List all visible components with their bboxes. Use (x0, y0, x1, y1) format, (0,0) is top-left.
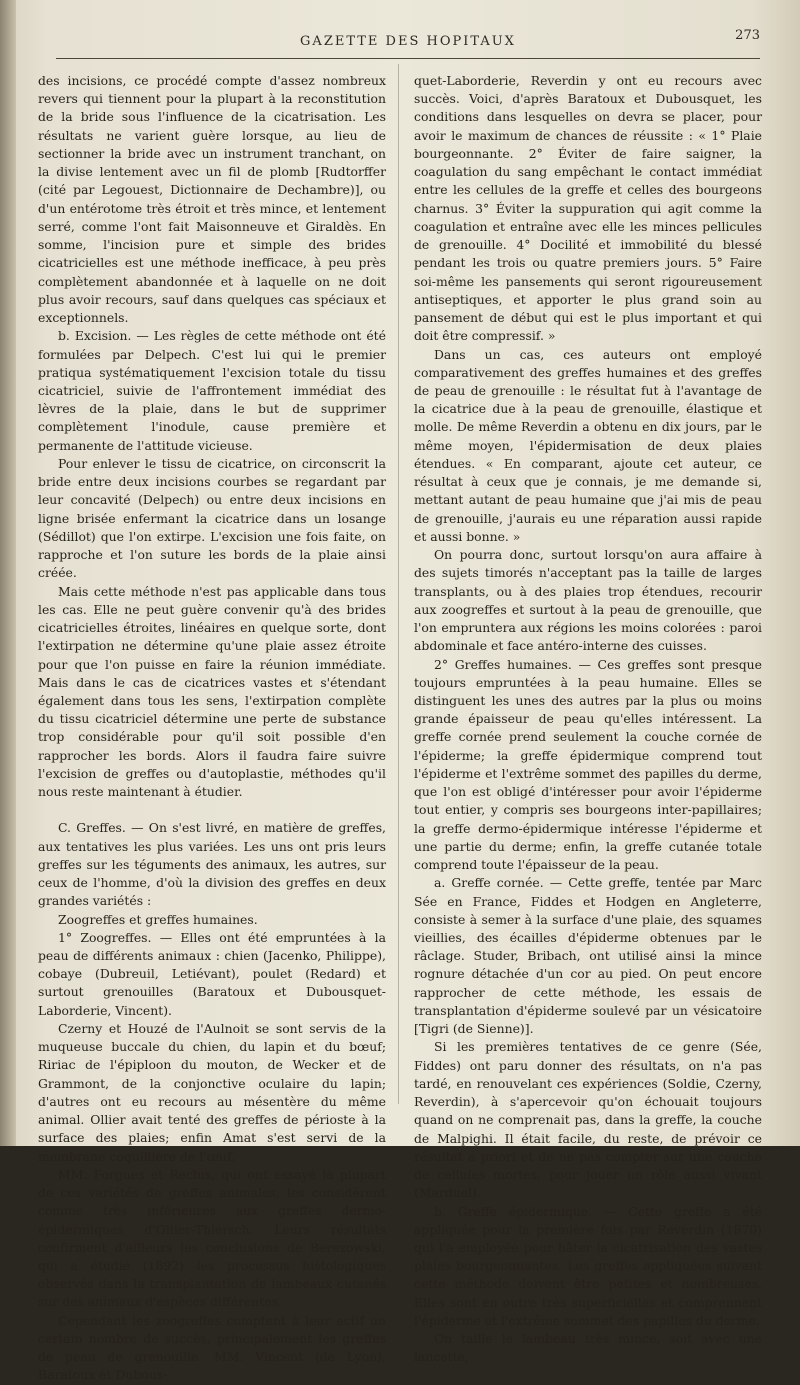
paragraph: a. Greffe cornée. — Cette greffe, tentée par Marc Sée en France, Fiddes et Hodgen en Angleterre, consiste à semer à la surface d'une plaie, des squames vieillies, des écailles d'épiderme obtenues par le râclage. Studer, Bribach, ont utilisé ainsi la mince rognure détachée d'un cor au pied. On peut encore rapprocher de cette méthode, les essais de transplantation d'épiderme soulevé par un vésicatoire [Tigri (de Sienne)]. (414, 875, 762, 1037)
paragraph: On taille le lambeau très mince, soit avec une lancette, (414, 1331, 762, 1365)
paragraph: b. Excision. — Les règles de cette méthode ont été formulées par Delpech. C'est lui qui le premier pratiqua systématiquement l'excision totale du tissu cicatriciel, suivie de l'affrontement immédiat des lèvres de la plaie, dans le but de supprimer complètement l'inodule, cause première et permanente de l'attitude vicieuse. (38, 328, 386, 453)
paragraph: Mais cette méthode n'est pas applicable dans tous les cas. Elle ne peut guère convenir qu'à des brides cicatricielles étroites, linéaires en quelque sorte, dont l'extirpation ne détermine qu'une plaie assez étroite pour que l'on puisse en faire la réunion immédiate. Mais dans le cas de cicatrices vastes et s'étendant également dans tous les sens, l'extirpation complète du tissu cicatriciel détermine une perte de substance trop considérable pour qu'il soit possible d'en rapprocher les bords. Alors il faudra faire suivre l'excision de greffes ou d'autoplastie, méthodes qu'il nous reste maintenant à étudier. (38, 583, 386, 800)
paragraph: quet-Laborderie, Reverdin y ont eu recours avec succès. Voici, d'après Baratoux et Dubousquet, les conditions dans lesquelles on devra se placer, pour avoir le maximum de chances de réussite : « 1° Plaie bourgeonnante. 2° Éviter de faire saigner, la coagulation du sang empêchant le contact immédiat entre les cellules de la greffe et celles des bourgeons charnus. 3° Éviter la suppuration qui agit comme la coagulation et entraîne avec elle les minces pellicules de grenouille. 4° Docilité et immobilité du blessé pendant les trois ou quatre premiers jours. 5° Faire soi-même les pansements qui seront rigoureusement antiseptiques, et apporter le plus grand soin au pansement de début qui est le plus important et qui doit être compressif. » (414, 73, 762, 344)
right-column (414, 72, 762, 1365)
page-header (56, 28, 760, 59)
page-binding-edge (0, 0, 16, 1146)
paragraph: Zoogreffes et greffes humaines. (58, 911, 258, 927)
section-heading-paragraph: C. Greffes. — On s'est livré, en matière de greffes, aux tentatives les plus variées. Les uns ont pris leurs greffes sur les téguments des animaux, les autres, sur ceux de l'homme, d'où la division des greffes en deux grandes variétés : (38, 820, 386, 909)
paragraph: b. Greffe épidermique. — Cette greffe a été appliquée pour la première fois par Reverdin (1870) qui l'a employée pour hâter la cicatrisation des vastes plaies bourgeonnantes. Les greffes appliquées suivant cette méthode doivent être petites et nombreuses. Elles sont en outre très superficielles et comprennent l'épiderme et l'extrême sommet des papilles du derme. (414, 1203, 762, 1328)
paragraph: Dans un cas, ces auteurs ont employé comparativement des greffes humaines et des greffes de peau de grenouille : le résultat fut à l'avantage de la cicatrice due à la peau de grenouille, élastique et molle. De même Reverdin a obtenu en dix jours, par le même moyen, l'épidermisation de deux plaies étendues. « En comparant, ajoute cet auteur, ce résultat à ceux que je connais, je me demande si, mettant autant de peau humaine que j'ai mis de peau de grenouille, j'aurais eu une réparation aussi rapide et aussi bonne. » (414, 346, 762, 544)
paragraph: 2° Greffes humaines. — Ces greffes sont presque toujours empruntées à la peau humaine. Elles se distinguent les unes des autres par la plus ou moins grande épaisseur de peau qu'elles intéressent. La greffe cornée prend seulement la couche cornée de l'épiderme; la greffe épidermique comprend tout l'épiderme et l'extrême sommet des papilles du derme, que l'on est obligé d'intéresser pour avoir l'épiderme tout entier, y compris ses bourgeons inter-papillaires; la greffe dermo-épidermique intéresse l'épiderme et une partie du derme; enfin, la greffe cutanée totale comprend toute l'épaisseur de la peau. (414, 656, 762, 873)
journal-title: GAZETTE DES HOPITAUX (300, 34, 516, 49)
paragraph: MM. Forgues et Reclus, qui ont essayé la plupart de ces variétés de greffes animales, les considèrent comme très inférieures aux greffes dermo-épidermiques d'Ollier-Thiersch. Leurs résultats confirment d'ailleurs les conclusions de Berezowski, qui a étudié (1892) les processus histologiques observés dans la transplantation de lambeaux cutanés sur des animaux d'espèces différentes. (38, 1166, 386, 1310)
paragraph: On pourra donc, surtout lorsqu'on aura affaire à des sujets timorés n'acceptant pas la taille de larges transplants, ou à des plaies trop étendues, recourir aux zoogreffes et surtout à la peau de grenouille, que l'on empruntera aux régions les moins colorées : paroi abdominale et face antéro-interne des cuisses. (414, 547, 762, 654)
page-number: 273 (735, 28, 760, 43)
paragraph: Czerny et Houzé de l'Aulnoit se sont servis de la muqueuse buccale du chien, du lapin et du bœuf; Ririac de l'épiploon du mouton, de Wecker et de Grammont, de la conjonctive oculaire du lapin; d'autres ont eu recours au mésentère du même animal. Ollier avait tenté des greffes de périoste à la surface des plaies; enfin Amat s'est servi de la membrane coquillière de l'œuf. (38, 1020, 386, 1164)
paragraph: 1° Zoogreffes. — Elles ont été empruntées à la peau de différents animaux : chien (Jacenko, Philippe), cobaye (Dubreuil, Letiévant), poulet (Redard) et surtout grenouilles (Baratoux et Dubousquet-Laborderie, Vincent). (38, 929, 386, 1018)
paragraph: des incisions, ce procédé compte d'assez nombreux revers qui tiennent pour la plupart à la reconstitution de la bride sous l'influence de la cicatrisation. Les résultats ne varient guère lorsque, au lieu de sectionner la bride avec un instrument tranchant, on la divise lentement avec un fil de plomb [Rudtorffer (cité par Legouest, Dictionnaire de Dechambre)], ou d'un entérotome très étroit et très mince, et lentement serré, comme l'ont fait Maisonneuve et Giraldès. En somme, l'incision pure et simple des brides cicatricielles est une méthode inefficace, à peu près complètement abandonnée et à laquelle on ne doit plus avoir recours, sauf dans quelques cas spéciaux et exceptionnels. (38, 73, 386, 326)
paragraph: Cependant les zoogreffes comptent à leur actif un certain nombre de succès, principalement les greffes de peau de grenouille. MM. Vincent (de Lyon), Baratoux et Dubous- (38, 1312, 386, 1383)
column-divider (398, 64, 399, 1104)
paragraph: Pour enlever le tissu de cicatrice, on circonscrit la bride entre deux incisions courbes se regardant par leur concavité (Delpech) ou entre deux incisions en ligne brisée enfermant la cicatrice dans un losange (Sédillot) que l'on extirpe. L'excision une fois faite, on rapproche et l'on suture les bords de la plaie ainsi créée. (38, 455, 386, 581)
paragraph: Si les premières tentatives de ce genre (Sée, Fiddes) ont paru donner des résultats, on n'a pas tardé, en renouvelant ces expériences (Soldie, Czerny, Reverdin), à s'apercevoir qu'on échouait toujours quand on ne comprenait pas, dans la greffe, la couche de Malpighi. Il était facile, du reste, de prévoir ce résultat a priori et de ne pas compter sur une couche de cellules mortes, pour jouer un rôle aussi vivant (Marduel). (414, 1039, 762, 1201)
left-column (38, 72, 386, 1383)
